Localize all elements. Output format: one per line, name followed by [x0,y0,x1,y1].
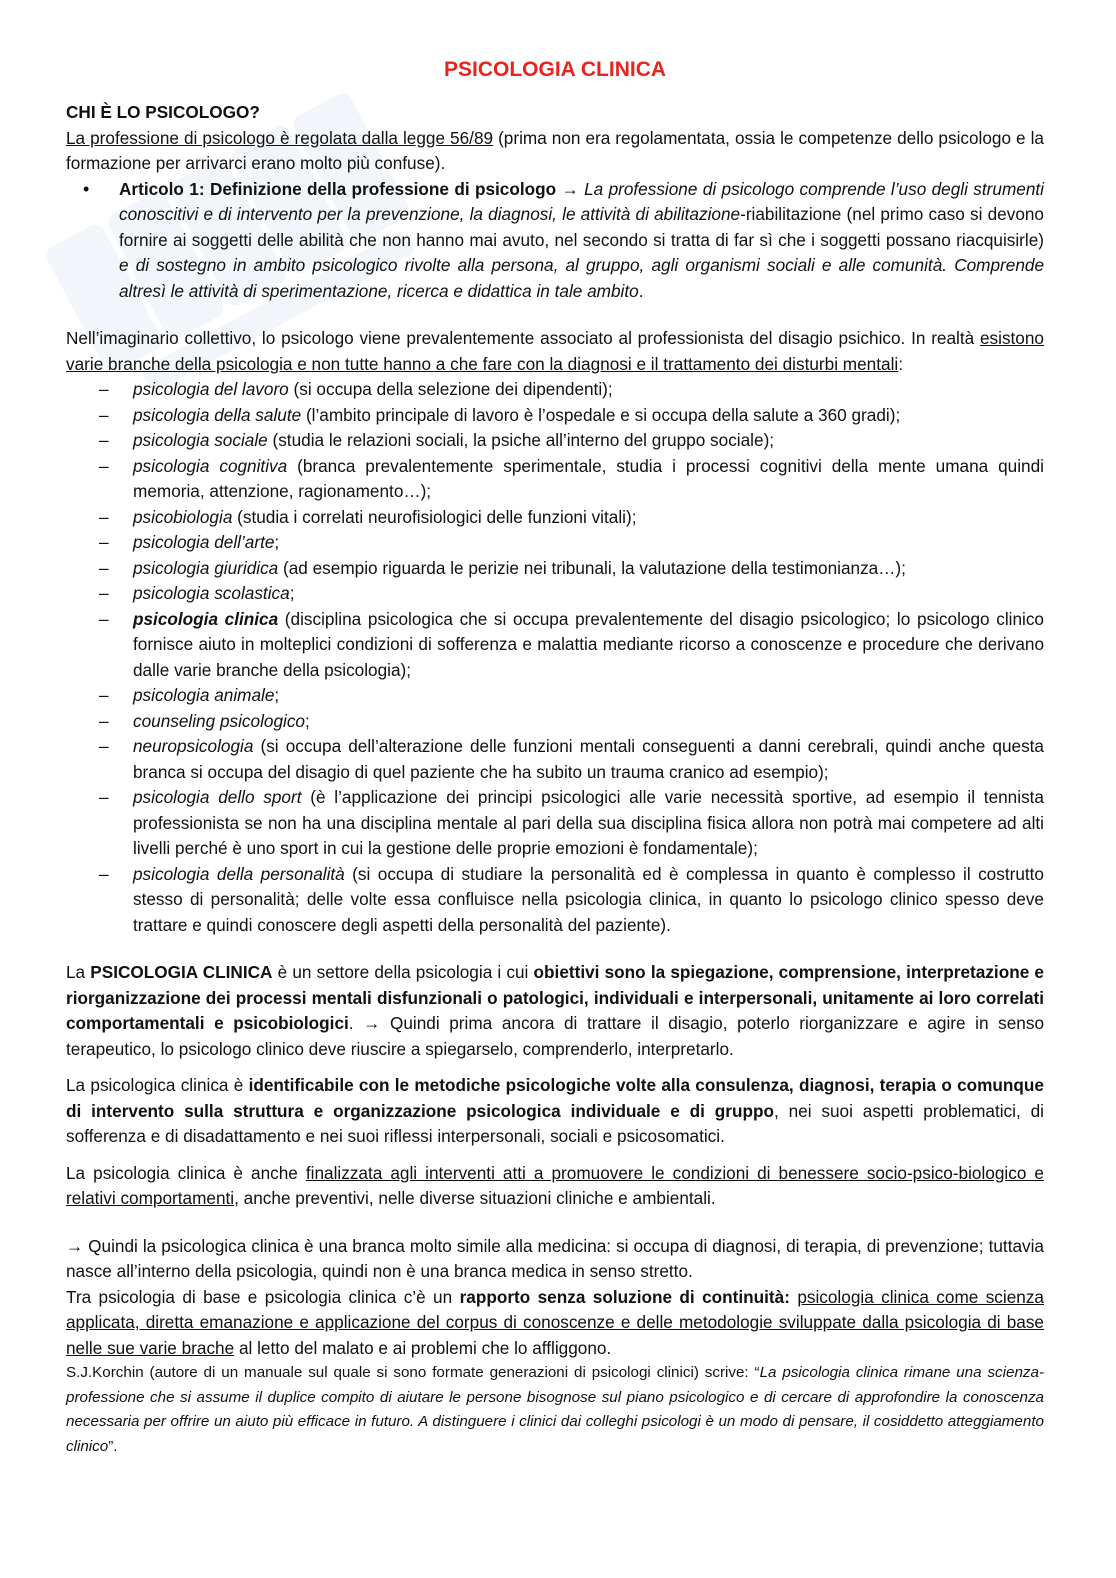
list-item: – psicologia animale; [66,683,1044,709]
list-item: – psicologia della salute (l’ambito principale di lavoro è l’ospedale e si occupa della salute a 360 gradi); [66,403,1044,429]
list-item: – psicologia del lavoro (si occupa della selezione dei dipendenti); [66,377,1044,403]
medicine-paragraph: → Quindi la psicologica clinica è una branca molto simile alla medicina: si occupa di diagnosi, di terapia, di prevenzione; tuttavia nasce all’interno della psicologia, quindi non è una branca medica in senso stretto. [66,1235,1044,1281]
list-item: – psicologia giuridica (ad esempio riguarda le perizie nei tribunali, la valutazione della testimonianza…); [66,556,1044,582]
list-item: – psicologia clinica (disciplina psicologica che si occupa prevalentemente del disagio psicologico; lo psicologo clinico fornisce aiuto in molteplici condizioni di sofferenza e malattia mediante ricorso a conoscenze e procedure che derivano dalle varie branche della psicologia); [66,607,1044,684]
section-heading: CHI È LO PSICOLOGO? [66,102,260,122]
article-list [66,177,1044,305]
list-item: – psicologia cognitiva (branca prevalentemente sperimentale, studia i processi cognitivi della mente umana quindi memoria, attenzione, ragionamento…); [66,454,1044,505]
branches-list [66,377,1044,938]
page-title: PSICOLOGIA CLINICA [443,58,667,81]
list-item: – psicologia sociale (studia le relazioni sociali, la psiche all’interno del gruppo sociale); [66,428,1044,454]
law-reference: La professione di psicologo è regolata dalla legge 56/89 [66,127,494,148]
list-item: – psicologia dell’arte; [66,530,1044,556]
identifiable-paragraph: La psicologica clinica è identificabile con le metodiche psicologiche volte alla consulenza, diagnosi, terapia o comunque di intervento sulla struttura e organizzazione psicologica individuale e di gruppo, nei suoi aspetti problematici, di sofferenza e di disadattamento e nei suoi riflessi interpersonali, sociali e psicosomatici. [66,1075,1044,1146]
article-item: • Articolo 1: Definizione della professione di psicologo → La professione di psicologo comprende l’uso degli strumenti conoscitivi e di intervento per la prevenzione, la diagnosi, le attività di abilitazione-riabilitazione (nel primo caso si devono fornire ai soggetti delle abilità che non hanno mai avuto, nel secondo si tratta di far sì che i soggetti possano riacquisirle) e di sostegno in ambito psicologico rivolte alla persona, al gruppo, agli organismi sociali e alle comunità. Comprende altresì le attività di sperimentazione, ricerca e didattica in tale ambito. [66,177,1044,305]
definition-paragraph: La PSICOLOGIA CLINICA è un settore della psicologia i cui obiettivi sono la spiegazione, comprensione, interpretazione e riorganizzazione dei processi mentali disfunzionali o patologici, individuali e interpersonali, unitamente ai loro correlati comportamentali e psicobiologici. → Quindi prima ancora di trattare il disagio, poterlo riorganizzare e agire in senso terapeutico, lo psicologo clinico deve riuscire a spiegarselo, comprenderlo, interpretarlo. [66,962,1045,1059]
list-item: – counseling psicologico; [66,709,1044,735]
document-page [66,52,1044,1459]
list-item: – psicologia dello sport (è l’applicazione dei principi psicologici alle varie necessità sportive, ad esempio il tennista professionista se non ha una disciplina mentale al pari della sua disciplina fisica allora non potrà mai competere ad alti livelli perché è uno sport in cui la gestione delle proprie emozioni è fondamentale); [66,785,1044,862]
aim-paragraph: La psicologia clinica è anche finalizzata agli interventi atti a promuovere le condizioni di benessere socio-psico-biologico e relativi comportamenti, anche preventivi, nelle diverse situazioni cliniche e ambientali. [66,1162,1044,1208]
list-item: – neuropsicologia (si occupa dell’alterazione delle funzioni mentali conseguenti a danni cerebrali, quindi anche questa branca si occupa del disagio di quel paziente che ha subito un trauma cranico ad esempio); [66,734,1044,785]
collective-paragraph: Nell’imaginario collettivo, lo psicologo viene prevalentemente associato al professionista del disagio psichico. In realtà esistono varie branche della psicologia e non tutte hanno a che fare con la diagnosi e il trattamento dei disturbi mentali: [66,328,1044,374]
continuity-paragraph: Tra psicologia di base e psicologia clinica c’è un rapporto senza soluzione di continuità: psicologia clinica come scienza applicata, diretta emanazione e applicazione del corpus di conoscenze e delle metodologie sviluppate dalla psicologia di base nelle sue varie brache al letto del malato e ai problemi che lo affliggono. [66,1286,1044,1358]
list-item: – psicologia della personalità (si occupa di studiare la personalità ed è complessa in quanto è complesso il costrutto stesso di personalità; delle volte essa confluisce nella psicologia clinica, in quanto lo psicologo clinico spesso deve trattare e quindi conoscere degli aspetti della personalità del paziente). [66,862,1044,939]
list-item: – psicobiologia (studia i correlati neurofisiologici delle funzioni vitali); [66,505,1044,531]
list-item: – psicologia scolastica; [66,581,1044,607]
korchin-quote: S.J.Korchin (autore di un manuale sul quale si sono formate generazioni di psicologi clinici) scrive: “La psicologia clinica rimane una scienza-professione che si assume il duplice compito di aiutare le persone bisognose sul piano psicologico e di cercare di approfondire la conoscenza necessaria per offrire un aiuto più efficace in futuro. A distinguere i clinici dai colleghi psicologi è un modo di pensare, il cosiddetto atteggiamento clinico”. [66,1364,1045,1455]
intro-paragraph: La professione di psicologo è regolata dalla legge 56/89 (prima non era regolamentata, ossia le competenze dello psicologo e la formazione per arrivarci erano molto più confuse). [66,127,1044,173]
